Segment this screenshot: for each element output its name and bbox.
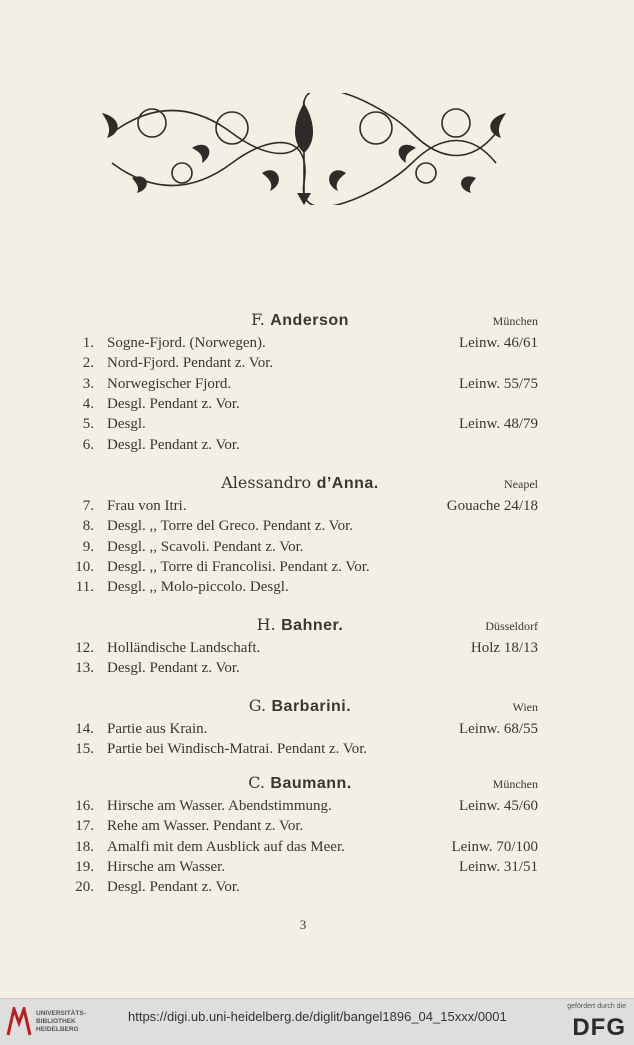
artist-first-name: F.	[251, 310, 265, 329]
entry-title: Desgl. Pendant z. Vor.	[107, 879, 240, 896]
catalog-entry	[0, 640, 634, 662]
artist-last-name: d’Anna.	[316, 475, 379, 492]
catalog-entry	[0, 741, 634, 763]
catalog-entry	[0, 839, 634, 861]
entry-number: 17.	[75, 818, 94, 835]
catalog-entry	[0, 396, 634, 418]
entry-title: Partie aus Krain.	[107, 721, 208, 737]
entry-number: 11.	[75, 579, 94, 596]
dfg-logo[interactable]: DFG	[572, 1014, 626, 1041]
entry-technique-size: Leinw. 46/61	[458, 335, 538, 351]
entry-title: Hirsche am Wasser.	[107, 858, 226, 875]
entry-title: Desgl. ,, Scavoli. Pendant z. Vor.	[107, 538, 304, 555]
catalog-entry	[0, 518, 634, 540]
catalog-entry	[0, 818, 634, 840]
entry-number: 5.	[82, 416, 94, 433]
artist-heading	[0, 696, 634, 720]
artist-heading	[0, 615, 634, 639]
artist-city: Neapel	[504, 477, 538, 491]
entry-title: Holländische Landschaft.	[107, 640, 261, 656]
artist-first-name: H.	[256, 615, 276, 634]
entry-title: Desgl. Pendant z. Vor.	[107, 660, 240, 677]
entry-number: 18.	[75, 838, 94, 855]
catalog-entry	[0, 437, 634, 459]
catalog-entry	[0, 859, 634, 881]
artist-first-name: C.	[248, 773, 265, 792]
entry-technique-size: Leinw. 68/55	[458, 721, 538, 737]
catalog-entry	[0, 798, 634, 820]
catalog-entry	[0, 335, 634, 357]
entry-title: Desgl.	[107, 416, 146, 433]
entry-number: 10.	[75, 558, 94, 575]
entry-title: Desgl. ,, Torre del Greco. Pendant z. Vor.	[107, 518, 353, 535]
artist-city: München	[492, 777, 538, 791]
page-number: 3	[299, 917, 307, 932]
university-library-name: UNIVERSITÄTS- BIBLIOTHEK HEIDELBERG	[36, 1010, 86, 1033]
artist-heading	[0, 310, 634, 334]
entry-technique-size: Leinw. 31/51	[458, 858, 538, 875]
catalog-entry	[0, 355, 634, 377]
entry-number: 14.	[75, 721, 94, 737]
permalink-url[interactable]: https://digi.ub.uni-heidelberg.de/diglit/bangel1896_04_15xxx/0001	[128, 1009, 507, 1024]
entry-number: 3.	[82, 375, 94, 392]
entry-number: 8.	[82, 518, 94, 535]
catalog-entry	[0, 879, 634, 901]
catalog-entry	[0, 539, 634, 561]
entry-technique-size: Leinw. 70/100	[451, 838, 538, 855]
artist-heading	[0, 773, 634, 797]
artist-city: Wien	[512, 700, 538, 714]
entry-title: Desgl. Pendant z. Vor.	[107, 395, 240, 412]
catalog-entry	[0, 579, 634, 601]
entry-number: 16.	[75, 798, 94, 814]
entry-title: Amalfi mit dem Ausblick auf das Meer.	[107, 838, 345, 855]
entry-title: Partie bei Windisch-Matrai. Pendant z. Vor.	[107, 741, 368, 758]
entry-number: 20.	[75, 879, 94, 896]
entry-number: 2.	[82, 355, 94, 372]
entry-technique-size: Leinw. 45/60	[458, 798, 538, 814]
ornamental-header-vignette	[92, 93, 516, 205]
entry-technique-size: Leinw. 55/75	[458, 375, 538, 392]
entry-number: 12.	[75, 640, 94, 656]
university-library-logo-icon[interactable]	[6, 1007, 32, 1037]
entry-technique-size: Holz 18/13	[470, 640, 538, 656]
catalog-entry	[0, 721, 634, 743]
entry-title: Desgl. Pendant z. Vor.	[107, 436, 240, 453]
artist-last-name: Barbarini.	[271, 698, 352, 715]
entry-title: Desgl. ,, Torre di Francolisi. Pendant z. Vor.	[107, 558, 370, 575]
entry-title: Sogne-Fjord. (Norwegen).	[107, 335, 266, 351]
entry-number: 13.	[75, 660, 94, 677]
entry-number: 4.	[82, 395, 94, 412]
entry-number: 19.	[75, 858, 94, 875]
sponsor-note: gefördert durch die	[567, 1003, 626, 1010]
artist-city: München	[492, 314, 538, 328]
catalog-entry	[0, 559, 634, 581]
entry-number: 15.	[75, 741, 94, 758]
entry-number: 1.	[82, 335, 94, 351]
artist-city: Düsseldorf	[485, 619, 538, 633]
catalog-entry	[0, 660, 634, 682]
catalog-entry	[0, 498, 634, 520]
artist-first-name: G.	[248, 696, 267, 715]
entry-title: Norwegischer Fjord.	[107, 375, 232, 392]
catalog-entry	[0, 416, 634, 438]
entry-title: Frau von Itri.	[107, 498, 187, 514]
catalog-entry	[0, 376, 634, 398]
artist-name	[0, 696, 600, 716]
entry-technique-size: Gouache 24/18	[446, 498, 538, 514]
entry-technique-size: Leinw. 48/79	[458, 416, 538, 433]
artist-first-name: Alessandro	[221, 473, 312, 492]
entry-title: Nord-Fjord. Pendant z. Vor.	[107, 355, 274, 372]
entry-number: 7.	[82, 498, 94, 514]
entry-title: Rehe am Wasser. Pendant z. Vor.	[107, 818, 304, 835]
entry-title: Hirsche am Wasser. Abendstimmung.	[107, 798, 332, 814]
artist-last-name: Baumann.	[270, 775, 352, 792]
entry-number: 9.	[82, 538, 94, 555]
entry-number: 6.	[82, 436, 94, 453]
artist-last-name: Bahner.	[281, 617, 344, 634]
viewer-footer	[0, 998, 634, 1045]
entry-title: Desgl. ,, Molo-piccolo. Desgl.	[107, 579, 289, 596]
artist-last-name: Anderson	[270, 312, 349, 329]
artist-heading	[0, 473, 634, 497]
